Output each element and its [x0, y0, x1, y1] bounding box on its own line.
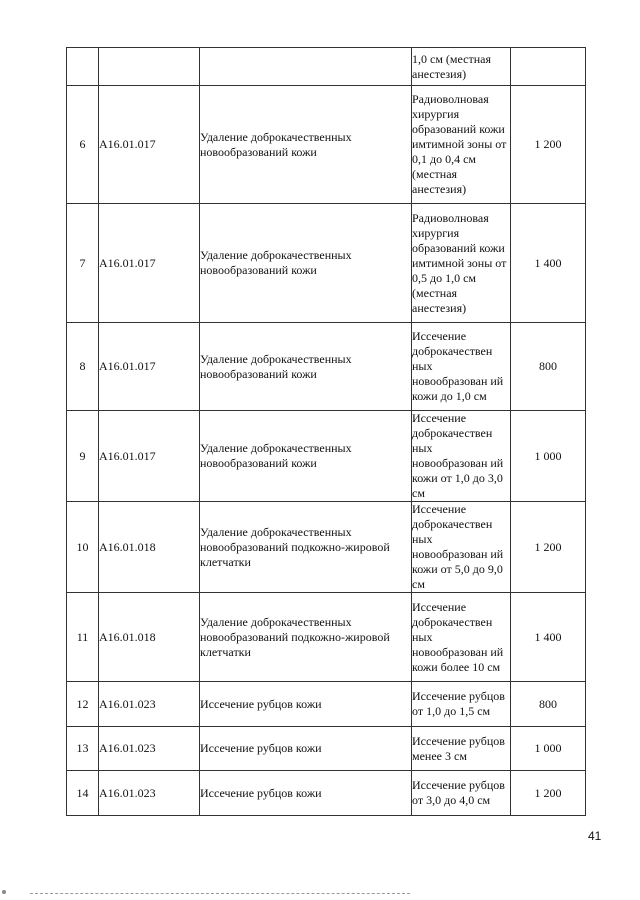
row-number: 6: [67, 86, 99, 204]
service-description: 1,0 см (местная анестезия): [412, 48, 511, 86]
row-number: 12: [67, 682, 99, 727]
service-description: Иссечение доброкачествен ных новообразован ий кожи от 1,0 до 3,0 см: [412, 411, 511, 502]
service-description: Радиоволновая хирургия образований кожи имтимной зоны от 0,1 до 0,4 см (местная анестезия): [412, 86, 511, 204]
service-price: 1 200: [511, 771, 586, 816]
service-description: Иссечение рубцов от 1,0 до 1,5 см: [412, 682, 511, 727]
service-description: Иссечение рубцов менее 3 см: [412, 727, 511, 771]
service-code: A16.01.018: [99, 593, 200, 682]
service-name: Иссечение рубцов кожи: [200, 727, 412, 771]
service-name: Удаление доброкачественных новообразований кожи: [200, 204, 412, 323]
row-number: 11: [67, 593, 99, 682]
row-number: 8: [67, 323, 99, 411]
service-price: 1 400: [511, 204, 586, 323]
table-row: [67, 727, 586, 771]
scan-edge-line: [30, 893, 410, 894]
row-number: [67, 48, 99, 86]
service-code: A16.01.023: [99, 727, 200, 771]
service-price: [511, 48, 586, 86]
service-price: 1 000: [511, 727, 586, 771]
service-price: 800: [511, 323, 586, 411]
service-name: Иссечение рубцов кожи: [200, 771, 412, 816]
service-code: A16.01.023: [99, 771, 200, 816]
scan-mark: [2, 890, 6, 894]
table-row: [67, 502, 586, 593]
service-code: A16.01.017: [99, 323, 200, 411]
service-name: Удаление доброкачественных новообразований подкожно-жировой клетчатки: [200, 502, 412, 593]
table-row: [67, 48, 586, 86]
service-price: 1 200: [511, 86, 586, 204]
price-table: [66, 47, 586, 816]
service-name: Удаление доброкачественных новообразований подкожно-жировой клетчатки: [200, 593, 412, 682]
service-description: Иссечение доброкачествен ных новообразован ий кожи от 5,0 до 9,0 см: [412, 502, 511, 593]
service-code: A16.01.017: [99, 86, 200, 204]
table-row: [67, 204, 586, 323]
service-price: 800: [511, 682, 586, 727]
service-price: 1 000: [511, 411, 586, 502]
service-code: A16.01.017: [99, 411, 200, 502]
row-number: 10: [67, 502, 99, 593]
service-description: Иссечение доброкачествен ных новообразован ий кожи более 10 см: [412, 593, 511, 682]
service-code: [99, 48, 200, 86]
service-code: A16.01.018: [99, 502, 200, 593]
service-description: Иссечение рубцов от 3,0 до 4,0 см: [412, 771, 511, 816]
table-row: [67, 411, 586, 502]
service-name: Удаление доброкачественных новообразований кожи: [200, 86, 412, 204]
service-description: Иссечение доброкачествен ных новообразован ий кожи до 1,0 см: [412, 323, 511, 411]
service-name: Удаление доброкачественных новообразований кожи: [200, 411, 412, 502]
row-number: 7: [67, 204, 99, 323]
row-number: 13: [67, 727, 99, 771]
service-price: 1 400: [511, 593, 586, 682]
service-code: A16.01.023: [99, 682, 200, 727]
table-row: [67, 86, 586, 204]
row-number: 9: [67, 411, 99, 502]
page-number: 41: [588, 829, 602, 843]
service-code: A16.01.017: [99, 204, 200, 323]
table-row: [67, 323, 586, 411]
table-row: [67, 771, 586, 816]
service-name: [200, 48, 412, 86]
service-name: Удаление доброкачественных новообразований кожи: [200, 323, 412, 411]
row-number: 14: [67, 771, 99, 816]
service-price: 1 200: [511, 502, 586, 593]
service-name: Иссечение рубцов кожи: [200, 682, 412, 727]
table-row: [67, 682, 586, 727]
table-row: [67, 593, 586, 682]
service-description: Радиоволновая хирургия образований кожи имтимной зоны от 0,5 до 1,0 см (местная анестезия): [412, 204, 511, 323]
